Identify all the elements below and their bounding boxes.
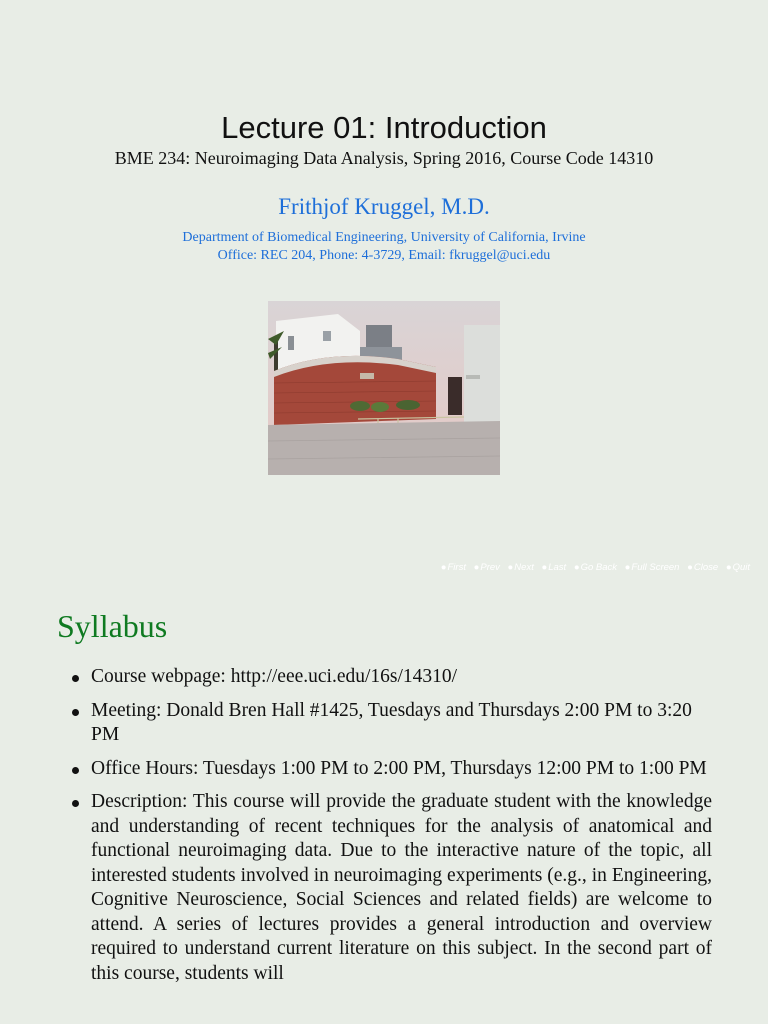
- pdf-navigation-bar: [436, 562, 750, 573]
- description-text: Description: This course will provide the graduate student with the knowledge and understanding of recent techniques for the analysis of anatomical and functional neuroimaging data. Due to the interactive nature of the topic, all interested students involved in neuroimaging experiments (e.g., in Engineering, Cognitive Neuroscience, Social Sciences and related fields) are welcome to attend. A series of lectures provides a general introduction and overview required to understand current literature on this subject. In the second part of this course, students will: [91, 791, 712, 984]
- office-hours-text: Office Hours: Tuesdays 1:00 PM to 2:00 PM, Thursdays 12:00 PM to 1:00 PM: [91, 757, 707, 779]
- affiliation-contact: Office: REC 204, Phone: 4-3729, Email: fkruggel@uci.edu: [217, 248, 551, 263]
- bullet-icon: [72, 800, 79, 807]
- nav-full-screen-link[interactable]: ● Full Screen: [625, 562, 680, 573]
- author-name: Frithjof Kruggel, M.D.: [278, 194, 490, 219]
- nav-close-link[interactable]: ● Close: [687, 562, 718, 573]
- meeting-text: Meeting: Donald Bren Hall #1425, Tuesdays and Thursdays 2:00 PM to 3:20 PM: [91, 699, 692, 745]
- nav-first-link[interactable]: ● First: [441, 562, 466, 573]
- nav-next-link[interactable]: ● Next: [508, 562, 534, 573]
- nav-prev-link[interactable]: ● Prev: [474, 562, 500, 573]
- syllabus-list: [72, 665, 712, 995]
- course-subtitle: BME 234: Neuroimaging Data Analysis, Spring 2016, Course Code 14310: [114, 148, 654, 168]
- syllabus-heading: Syllabus: [57, 608, 168, 644]
- building-photo: [268, 301, 500, 475]
- nav-last-link[interactable]: ● Last: [541, 562, 566, 573]
- list-item: [72, 757, 712, 782]
- nav-go-back-link[interactable]: ● Go Back: [574, 562, 617, 573]
- course-webpage-text: Course webpage: http://eee.uci.edu/16s/14310/: [91, 666, 458, 687]
- list-item: [72, 665, 712, 690]
- bullet-icon: [72, 767, 79, 774]
- bullet-icon: [72, 709, 79, 716]
- lecture-title: Lecture 01: Introduction: [221, 110, 547, 145]
- list-item: [72, 790, 712, 986]
- list-item: [72, 699, 712, 748]
- bullet-icon: [72, 675, 79, 682]
- nav-quit-link[interactable]: ● Quit: [726, 562, 750, 573]
- affiliation-department: Department of Biomedical Engineering, University of California, Irvine: [182, 230, 586, 245]
